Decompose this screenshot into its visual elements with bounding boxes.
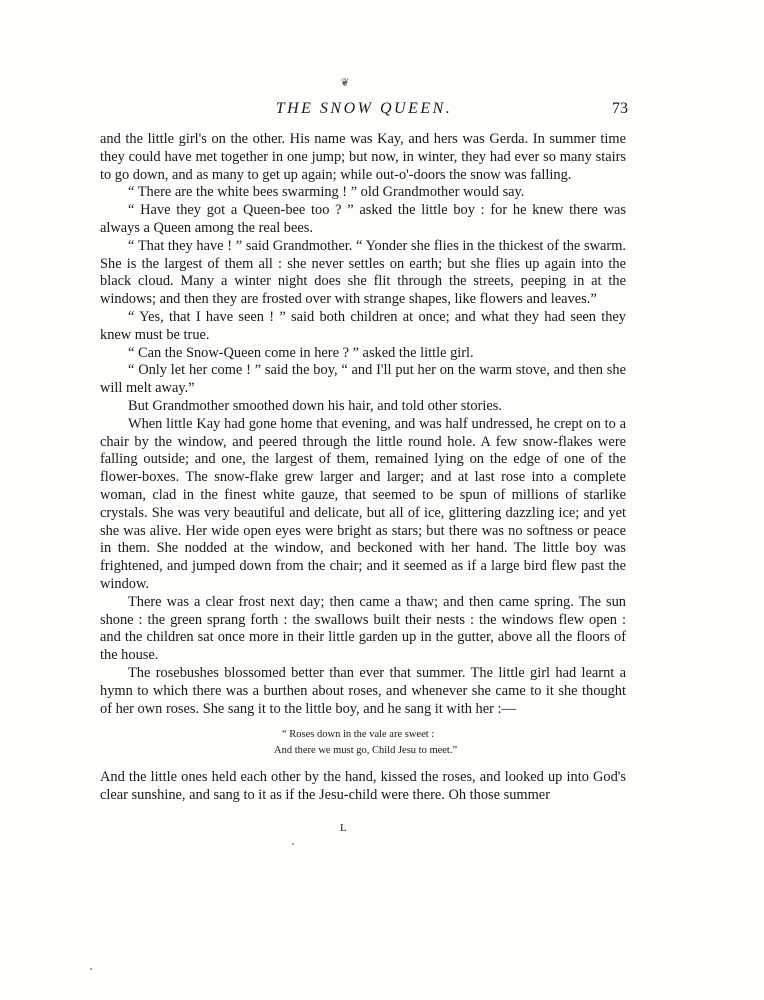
- body-text: [100, 131, 626, 805]
- hymn-verse: [100, 727, 626, 759]
- paragraph: “ There are the white bees swarming ! ” old Grandmother would say.: [128, 184, 525, 201]
- paragraph: “ Can the Snow-Queen come in here ? ” asked the little girl.: [128, 344, 474, 361]
- print-speck: [90, 968, 92, 970]
- paragraph: “ Have they got a Queen-bee too ? ” asked the little boy : for he knew there was always a Queen among the real bees.: [100, 202, 626, 236]
- paragraph: There was a clear frost next day; then came a thaw; and then came spring. The sun shone : the green sprang forth : the swallows built their nests : the windows flew open : and the children sat once more in their little garden up in the gutter, above all the floors of the house.: [100, 593, 626, 664]
- print-speck: [292, 843, 294, 845]
- page-header: [100, 100, 628, 122]
- verse-line: “ Roses down in the vale are sweet :: [282, 729, 435, 741]
- closing-paragraph: And the little ones held each other by the hand, kissed the roses, and looked up into God's clear sunshine, and sang to it as if the Jesu-child were there. Oh those summer: [100, 769, 626, 804]
- page-number: 73: [612, 100, 628, 117]
- signature-mark: L: [340, 822, 348, 834]
- paragraph: When little Kay had gone home that evening, and was half undressed, he crept on to a chair by the window, and peered through the little round hole. A few snow-flakes were falling outside; and one, the largest of them, remained lying on the edge of one of the flower-boxes. The snow-flake grew larger and larger; and at last rose into a complete woman, clad in the finest white gauze, that seemed to be spun of millions of starlike crystals. She was very beautiful and delicate, but all of ice, glittering dazzling ice; and yet she was alive. Her wide open eyes were bright as stars; but there was no softness or peace in them. She nodded at the window, and beckoned with her hand. The little boy was frightened, and jumped down from the chair; and it seemed as if a large bird flew past the window.: [100, 415, 626, 592]
- paragraph: But Grandmother smoothed down his hair, and told other stories.: [128, 397, 502, 414]
- paragraph: and the little girl's on the other. His name was Kay, and hers was Gerda. In summer time they could have met together in one jump; but now, in winter, they had ever so many stairs to go down, and as many to get up again; while out-o'-doors the snow was falling.: [100, 131, 626, 183]
- running-title: THE SNOW QUEEN.: [275, 100, 453, 117]
- paragraph: The rosebushes blossomed better than ever that summer. The little girl had learnt a hymn to which there was a burthen about roses, and whenever she came to it she thought of her own roses. She sang it to the little boy, and he sang it with her :—: [100, 664, 626, 717]
- paragraph: “ Yes, that I have seen ! ” said both children at once; and what they had seen they knew must be true.: [100, 308, 626, 343]
- paragraph: “ Only let her come ! ” said the boy, “ and I'll put her on the warm stove, and then she will melt away.”: [100, 362, 626, 397]
- paragraph: “ That they have ! ” said Grandmother. “ Yonder she flies in the thickest of the swarm. She is the largest of them all : she never settles on earth; but she flies up again into the black cloud. Many a winter night does she flit through the streets, peeping in at the windows; and then they are frosted over with strange shapes, like flowers and leaves.”: [100, 237, 626, 308]
- verse-line: And there we must go, Child Jesu to meet.”: [274, 745, 458, 757]
- header-ornament-icon: ❦: [340, 77, 350, 89]
